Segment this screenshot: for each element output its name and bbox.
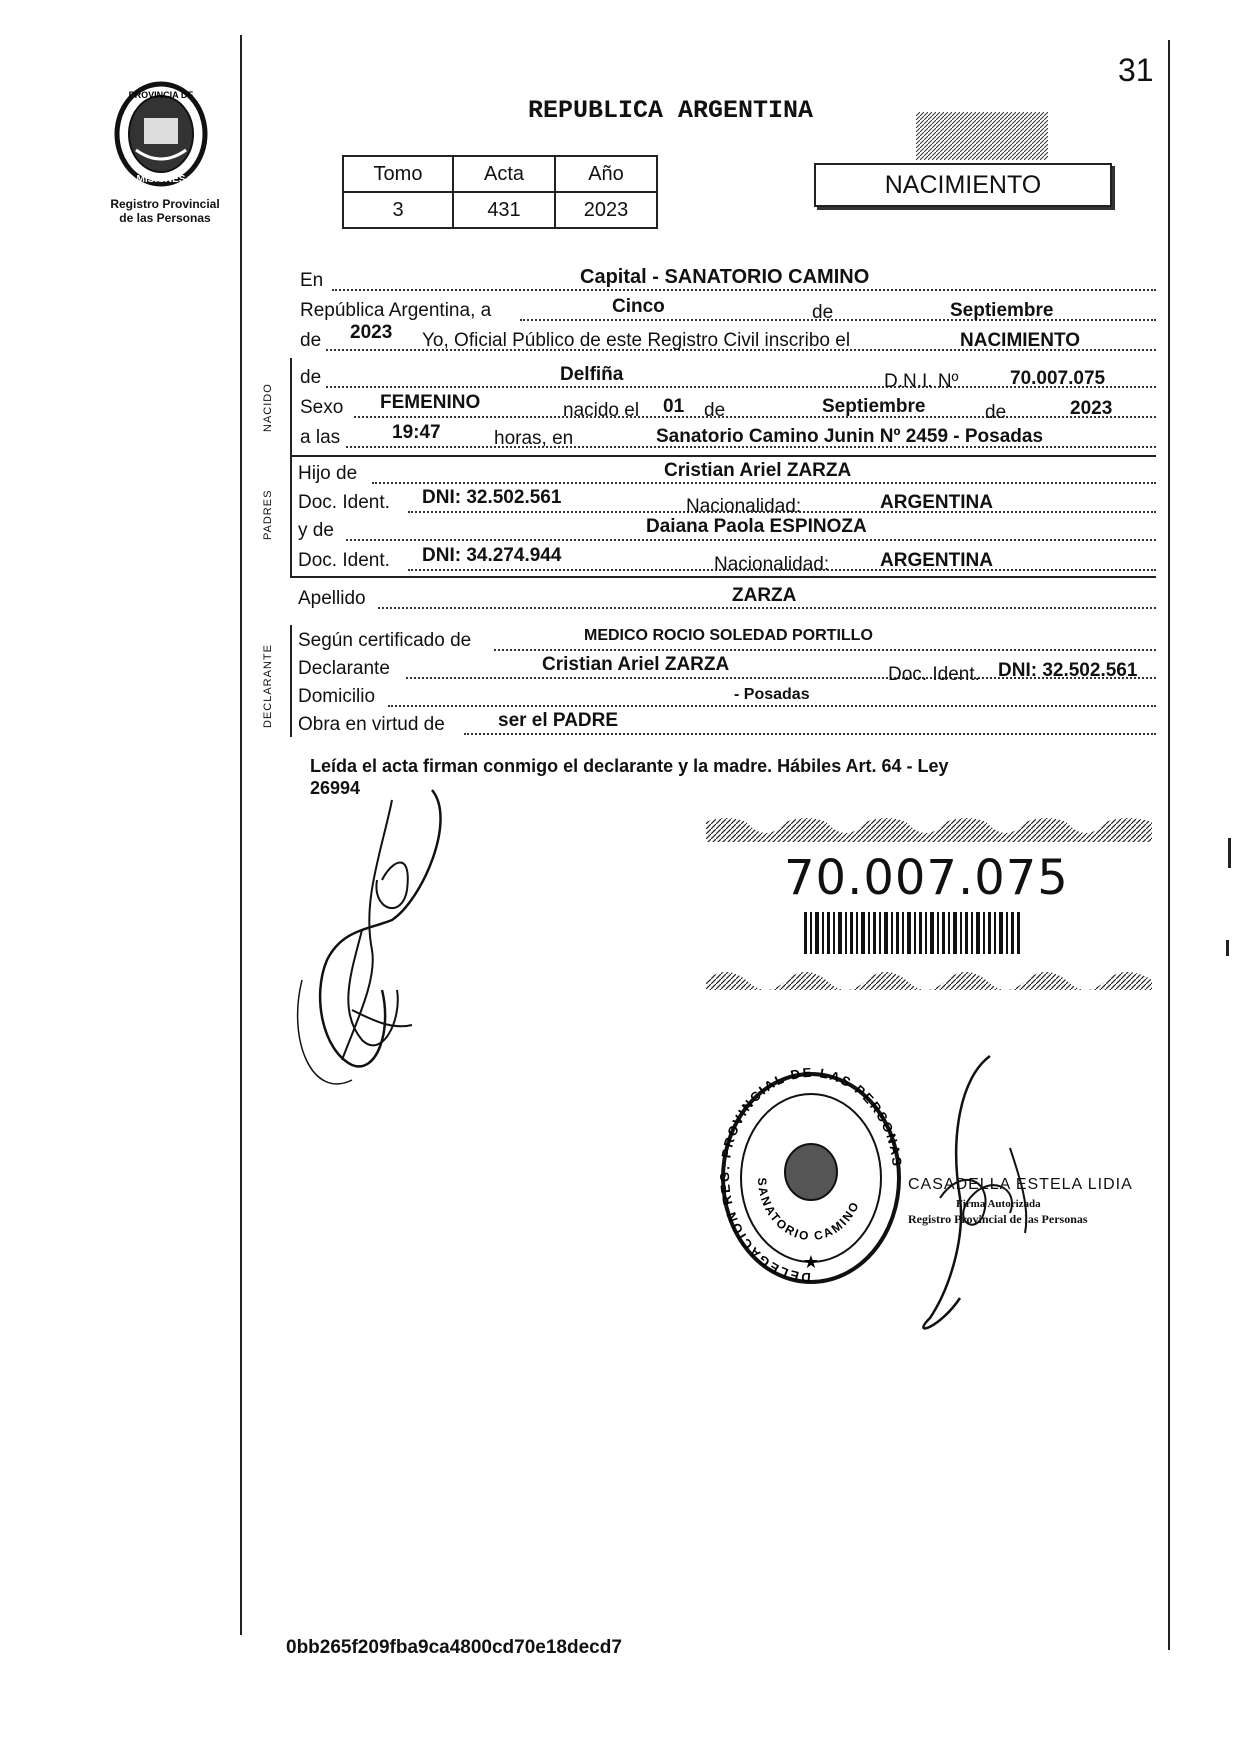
svg-text:SANATORIO CAMINO: SANATORIO CAMINO bbox=[754, 1177, 863, 1244]
horas-label: horas, en bbox=[494, 428, 574, 449]
dni-value: 70.007.075 bbox=[1010, 368, 1106, 389]
en-label: En bbox=[300, 270, 324, 291]
dia-value: Cinco bbox=[612, 296, 665, 317]
nacido-side-label: NACIDO bbox=[262, 383, 274, 432]
closing-note-line1: Leída el acta firman conmigo el declarante y la madre. Hábiles Art. 64 - Ley bbox=[310, 756, 949, 776]
en-dots bbox=[332, 289, 1156, 291]
madre-value: Daiana Paola ESPINOZA bbox=[646, 516, 867, 537]
sexo-label: Sexo bbox=[300, 397, 344, 418]
obra-value: ser el PADRE bbox=[498, 710, 619, 731]
registry-label bbox=[90, 197, 240, 225]
dni-sticker bbox=[706, 814, 1152, 1002]
act-type-box: NACIMIENTO bbox=[814, 163, 1112, 207]
hijo-dots bbox=[372, 482, 1156, 484]
domicilio-label: Domicilio bbox=[298, 686, 376, 707]
republica-dots bbox=[520, 319, 1156, 321]
padre-doc-label: Doc. Ident. bbox=[298, 492, 390, 513]
sticker-number: 70.007.075 bbox=[784, 850, 1069, 906]
segun-dots bbox=[494, 649, 1156, 651]
padre-doc-value: DNI: 32.502.561 bbox=[422, 487, 562, 508]
padres-bracket bbox=[290, 458, 292, 576]
apellido-label: Apellido bbox=[298, 588, 366, 609]
nacido-anio-value: 2023 bbox=[1070, 398, 1113, 419]
madre-doc-label: Doc. Ident. bbox=[298, 550, 390, 571]
nacido-de-label2: de bbox=[704, 400, 726, 421]
madre-nac-label: Nacionalidad: bbox=[714, 554, 830, 575]
segun-label: Según certificado de bbox=[298, 630, 472, 651]
declarante-side-label: DECLARANTE bbox=[262, 644, 274, 728]
yde-label: y de bbox=[298, 520, 334, 541]
nacido-bracket bbox=[290, 358, 292, 458]
yde-dots bbox=[346, 539, 1156, 541]
hora-value: 19:47 bbox=[392, 422, 441, 443]
apellido-value: ZARZA bbox=[732, 585, 797, 606]
value-anio: 2023 bbox=[555, 192, 657, 228]
dni-label: D.N.I. Nº bbox=[884, 371, 959, 392]
header-anio: Año bbox=[555, 156, 657, 192]
hijo-label: Hijo de bbox=[298, 463, 358, 484]
padres-separator bbox=[290, 576, 1156, 578]
lugar-value: Capital - SANATORIO CAMINO bbox=[580, 266, 870, 288]
official-name-block bbox=[908, 1176, 1140, 1227]
domicilio-dots bbox=[388, 705, 1156, 707]
document-hash: 0bb265f209fba9ca4800cd70e18decd7 bbox=[286, 1637, 622, 1658]
header-tomo: Tomo bbox=[343, 156, 453, 192]
margin-mark bbox=[1228, 838, 1231, 868]
value-acta: 431 bbox=[453, 192, 555, 228]
header-acta: Acta bbox=[453, 156, 555, 192]
svg-text:DELEGACION REG. PROVINCIAL DE: DELEGACION REG. PROVINCIAL DE LAS PERSONAS bbox=[718, 1068, 904, 1286]
obra-dots bbox=[464, 733, 1156, 735]
official-round-stamp bbox=[718, 1068, 904, 1288]
closing-note-line2: 26994 bbox=[310, 778, 361, 798]
nacido-de-label3: de bbox=[985, 402, 1007, 423]
nacido-el-label: nacido el bbox=[563, 400, 640, 421]
registry-line2: de las Personas bbox=[119, 211, 211, 225]
nacido-de-label: de bbox=[300, 367, 322, 388]
declarante-value: Cristian Ariel ZARZA bbox=[542, 654, 730, 675]
sexo-dots bbox=[354, 416, 1156, 418]
nacido-separator bbox=[290, 455, 1156, 457]
security-seal bbox=[912, 108, 1052, 164]
apellido-dots bbox=[378, 607, 1156, 609]
registry-line1: Registro Provincial bbox=[110, 197, 220, 211]
nacido-dia-value: 01 bbox=[663, 396, 685, 417]
padre-value: Cristian Ariel ZARZA bbox=[664, 460, 852, 481]
nombre-value: Delfiña bbox=[560, 364, 624, 385]
declarante-bracket bbox=[290, 625, 292, 737]
sexo-value: FEMENINO bbox=[380, 392, 481, 413]
official-org: Registro Provincial de las Personas bbox=[908, 1212, 1088, 1226]
madre-nac-value: ARGENTINA bbox=[880, 550, 993, 571]
value-tomo: 3 bbox=[343, 192, 453, 228]
padre-nac-value: ARGENTINA bbox=[880, 492, 993, 513]
country-title: REPUBLICA ARGENTINA bbox=[528, 96, 814, 125]
padres-side-label: PADRES bbox=[262, 489, 274, 540]
svg-text:PROVINCIA DE: PROVINCIA DE bbox=[128, 90, 194, 100]
madre-doc-value: DNI: 34.274.944 bbox=[422, 545, 562, 566]
nacido-mes-value: Septiembre bbox=[822, 396, 926, 417]
right-margin-line bbox=[1168, 40, 1170, 1650]
anio-value: 2023 bbox=[350, 322, 393, 343]
left-margin-line bbox=[240, 35, 242, 1635]
tomo-acta-table bbox=[342, 155, 658, 229]
de-label: de bbox=[812, 302, 834, 323]
mes-value: Septiembre bbox=[950, 300, 1054, 321]
svg-text:★: ★ bbox=[802, 1252, 820, 1272]
declarante-doc-value: DNI: 32.502.561 bbox=[998, 660, 1138, 681]
nacido-lugar-value: Sanatorio Camino Junin Nº 2459 - Posadas bbox=[656, 426, 1044, 447]
alas-label: a las bbox=[300, 427, 341, 448]
domicilio-value: - Posadas bbox=[734, 686, 810, 703]
margin-mark-2 bbox=[1226, 940, 1229, 956]
official-role: Firma Autorizada bbox=[956, 1198, 1041, 1210]
acto-value: NACIMIENTO bbox=[960, 330, 1080, 351]
page-number: 31 bbox=[1118, 52, 1154, 88]
svg-text:MISIONES: MISIONES bbox=[136, 174, 186, 185]
padre-nac-label: Nacionalidad: bbox=[686, 496, 802, 517]
republica-label: República Argentina, a bbox=[300, 300, 492, 321]
obra-label: Obra en virtud de bbox=[298, 714, 445, 735]
inscribo-label: Yo, Oficial Público de este Registro Civil inscribo el bbox=[422, 330, 851, 351]
declarante-doc-label: Doc. Ident. bbox=[888, 664, 980, 685]
province-emblem bbox=[106, 78, 216, 190]
official-name: CASADELLA ESTELA LIDIA bbox=[908, 1176, 1133, 1193]
declarant-signature bbox=[282, 780, 492, 1110]
declarante-label: Declarante bbox=[298, 658, 390, 679]
de2-label: de bbox=[300, 330, 322, 351]
certificado-value: MEDICO ROCIO SOLEDAD PORTILLO bbox=[584, 627, 873, 644]
